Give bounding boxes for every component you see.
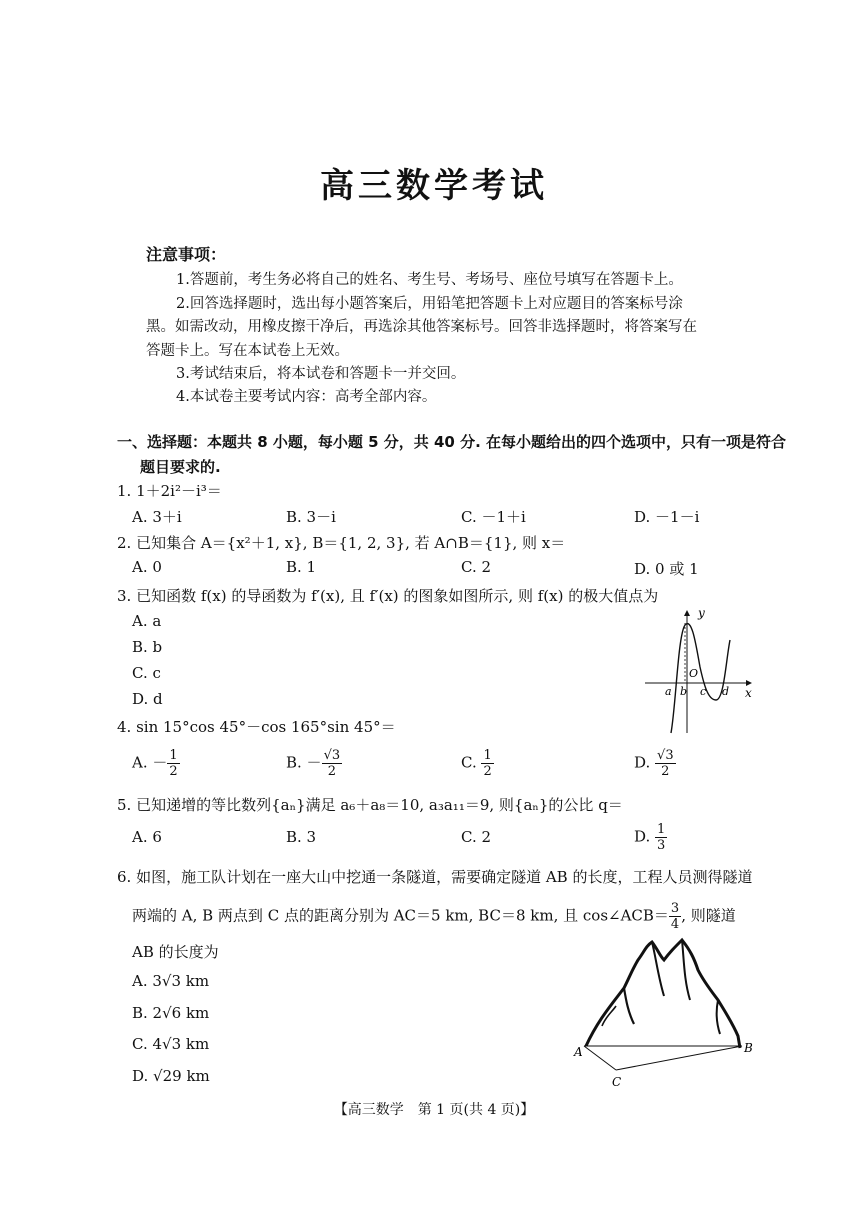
q2-option-b: B. 1 xyxy=(286,558,317,576)
q1-option-c: C. －1＋i xyxy=(461,508,526,526)
q2-option-c: C. 2 xyxy=(461,558,492,576)
q6-cos-num: 3 xyxy=(670,901,680,916)
question-3-stem: 3. 已知函数 f(x) 的导函数为 f′(x), 且 f′(x) 的图象如图所示, 则 f(x) 的极大值点为 xyxy=(117,587,659,605)
q4-c-fraction xyxy=(481,748,493,779)
q4-b-prefix: B. － xyxy=(286,753,322,772)
q4-a-den: 2 xyxy=(169,764,178,779)
origin-label: O xyxy=(689,667,699,680)
page-footer: 【高三数学 第 1 页(共 4 页)】 xyxy=(333,1102,535,1118)
q4-a-num: 1 xyxy=(169,748,178,763)
note-line-1: 1.答题前，考生务必将自己的姓名、考生号、考场号、座位号填写在答题卡上。 xyxy=(176,272,683,288)
q4-d-prefix: D. xyxy=(634,753,656,772)
note-line-2b: 黑。如需改动，用橡皮擦干净后，再选涂其他答案标号。回答非选择题时，将答案写在 xyxy=(146,319,697,335)
question-2-stem: 2. 已知集合 A＝{x²＋1, x}, B＝{1, 2, 3}, 若 A∩B＝{1}, 则 x＝ xyxy=(117,534,566,552)
y-axis-label: y xyxy=(698,606,705,620)
note-line-3: 3.考试结束后，将本试卷和答题卡一并交回。 xyxy=(176,366,466,382)
q6-option-d: D. √29 km xyxy=(132,1067,210,1085)
section-1-heading-cont: 题目要求的. xyxy=(140,458,221,476)
q5-option-c: C. 2 xyxy=(461,828,492,846)
q5-option-b: B. 3 xyxy=(286,828,317,846)
notes-heading: 注意事项： xyxy=(146,245,227,264)
q5-option-a: A. 6 xyxy=(132,828,162,846)
q4-option-d xyxy=(634,748,676,779)
q6-line2-pre: 两端的 A, B 两点到 C 点的距离分别为 AC＝5 km, BC＝8 km, 且 cos∠ACB＝ xyxy=(132,906,669,925)
q4-c-den: 2 xyxy=(483,764,492,779)
q3-option-a: A. a xyxy=(132,612,162,630)
q5-d-num: 1 xyxy=(657,822,666,837)
q5-d-den: 3 xyxy=(657,838,666,853)
q4-d-fraction xyxy=(655,748,676,779)
q4-option-b xyxy=(286,748,342,779)
point-a-label: a xyxy=(665,685,672,698)
point-b-label: B xyxy=(744,1041,753,1055)
mountain-tunnel-figure xyxy=(572,936,758,1090)
point-a-label: A xyxy=(574,1045,583,1059)
derivative-graph-figure xyxy=(640,605,760,735)
segment-bc xyxy=(616,1046,742,1070)
point-c-label: C xyxy=(612,1075,622,1089)
question-6-line-3: AB 的长度为 xyxy=(132,943,219,961)
q4-c-num: 1 xyxy=(483,748,492,763)
q5-d-fraction xyxy=(655,822,667,853)
q4-option-a xyxy=(132,748,180,779)
segment-ac xyxy=(584,1046,616,1070)
q1-option-a: A. 3＋i xyxy=(132,508,182,526)
mountain-ridge-1 xyxy=(624,988,634,1024)
q3-option-b: B. b xyxy=(132,638,163,656)
point-c-label: c xyxy=(700,685,707,698)
question-5-stem: 5. 已知递增的等比数列{aₙ}满足 a₆＋a₈＝10, a₃a₁₁＝9, 则{aₙ}的公比 q＝ xyxy=(117,796,623,814)
q4-c-prefix: C. xyxy=(461,753,482,772)
point-b-label: b xyxy=(680,685,688,698)
q2-option-d: D. 0 或 1 xyxy=(634,560,699,578)
q4-option-c xyxy=(461,748,494,779)
q5-option-d xyxy=(634,822,667,853)
question-6-line-2 xyxy=(132,901,736,932)
q5-d-prefix: D. xyxy=(634,827,656,846)
q4-b-den: 2 xyxy=(327,764,336,779)
y-axis-arrow xyxy=(684,610,690,616)
section-1-heading: 一、选择题：本题共 8 小题，每小题 5 分，共 40 分. 在每小题给出的四个选项中，只有一项是符合 xyxy=(117,433,787,451)
q6-cos-fraction xyxy=(669,901,681,932)
question-4-stem: 4. sin 15°cos 45°－cos 165°sin 45°＝ xyxy=(117,718,396,736)
q4-d-num: √3 xyxy=(657,748,674,763)
x-axis-label: x xyxy=(745,686,752,700)
q6-option-c: C. 4√3 km xyxy=(132,1035,210,1053)
q4-d-den: 2 xyxy=(661,764,670,779)
note-line-4: 4.本试卷主要考试内容：高考全部内容。 xyxy=(176,389,437,405)
q6-line2-post: , 则隧道 xyxy=(681,906,736,925)
question-1-stem: 1. 1＋2i²－i³＝ xyxy=(117,482,222,500)
q2-option-a: A. 0 xyxy=(132,558,162,576)
question-6-line-1: 6. 如图，施工队计划在一座大山中挖通一条隧道，需要确定隧道 AB 的长度，工程人员测得隧道 xyxy=(117,868,753,886)
q4-a-fraction xyxy=(167,748,179,779)
q1-option-b: B. 3－i xyxy=(286,508,336,526)
q4-b-num: √3 xyxy=(323,748,341,763)
point-d-label: d xyxy=(722,685,730,698)
q4-a-prefix: A. － xyxy=(132,753,168,772)
page-title: 高三数学考试 xyxy=(320,166,548,206)
q1-option-d: D. －1－i xyxy=(634,508,700,526)
note-line-2a: 2.回答选择题时，选出每小题答案后，用铅笔把答题卡上对应题目的答案标号涂 xyxy=(176,296,683,312)
q3-option-c: C. c xyxy=(132,664,161,682)
q4-b-fraction xyxy=(322,748,343,779)
q6-option-a: A. 3√3 km xyxy=(132,972,210,990)
derivative-curve xyxy=(671,624,730,733)
q3-option-d: D. d xyxy=(132,690,163,708)
q6-option-b: B. 2√6 km xyxy=(132,1004,210,1022)
q6-cos-den: 4 xyxy=(670,917,680,932)
note-line-2c: 答题卡上。写在本试卷上无效。 xyxy=(146,343,349,359)
